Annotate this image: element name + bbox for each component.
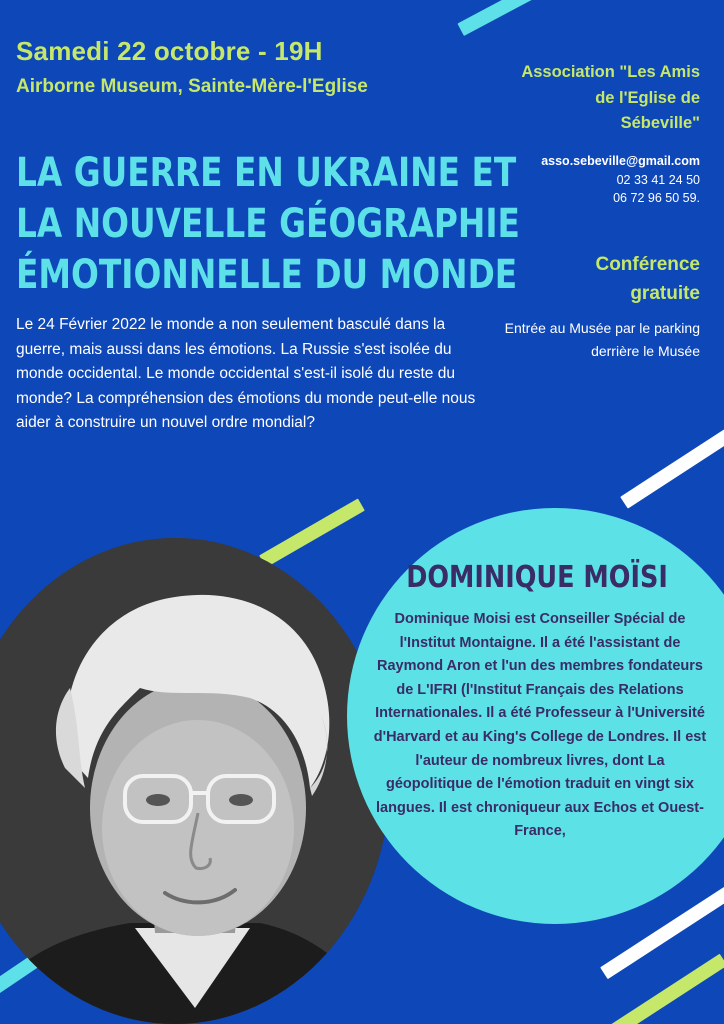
organizer-association <box>460 60 700 137</box>
free-conference-label <box>460 250 700 308</box>
speaker-name: DOMINIQUE MOÏSI <box>406 560 668 595</box>
speaker-bio: Dominique Moisi est Conseiller Spécial de l'Institut Montaigne. Il a été l'assistant de Raymond Aron et l'un des membres fondateurs de L'IFRI (l'Institut Français des Relations Internationales. Il a été Professeur à l'Université d'Harvard et au King's College de Londres. Il est l'auteur de nombreux livres, dont La géopolitique de l'émotion traduit en vingt six langues. Il est chroniqueur aux Echos et Ouest-France, <box>373 611 707 840</box>
contact-phone: 06 72 96 50 59. <box>613 191 700 205</box>
contact-email: asso.sebeville@gmail.com <box>541 154 700 168</box>
event-title <box>16 148 520 301</box>
speaker-portrait <box>0 538 390 1024</box>
conference-line: gratuite <box>630 283 700 304</box>
decorative-stripe-cyan-top <box>457 0 534 36</box>
conference-line: Conférence <box>595 254 700 275</box>
title-line: ÉMOTIONNELLE DU MONDE <box>16 252 518 298</box>
association-line: Sébeville" <box>620 114 700 132</box>
title-line: LA GUERRE EN UKRAINE ET <box>16 150 517 196</box>
contact-phone: 02 33 41 24 50 <box>616 172 700 187</box>
portrait-illustration <box>0 538 390 1024</box>
event-description: Le 24 Février 2022 le monde a non seulement basculé dans la guerre, mais aussi dans les émotions. La Russie s'est isolée du monde occidental. Le monde occidental s'est-il isolé du reste du monde? La compréhension des émotions du monde peut-elle nous aider à construire un nouvel ordre mondial? <box>16 316 476 431</box>
contact-info <box>460 152 700 208</box>
decorative-stripe-white-right <box>620 429 724 508</box>
access-info: Entrée au Musée par le parking derrière le Musée <box>504 320 700 359</box>
event-date-time: Samedi 22 octobre - 19H <box>16 36 323 66</box>
title-line: LA NOUVELLE GÉOGRAPHIE <box>16 201 520 247</box>
association-line: Association "Les Amis <box>521 63 700 81</box>
association-line: de l'Eglise de <box>595 88 700 107</box>
event-venue: Airborne Museum, Sainte-Mère-l'Eglise <box>16 76 368 97</box>
